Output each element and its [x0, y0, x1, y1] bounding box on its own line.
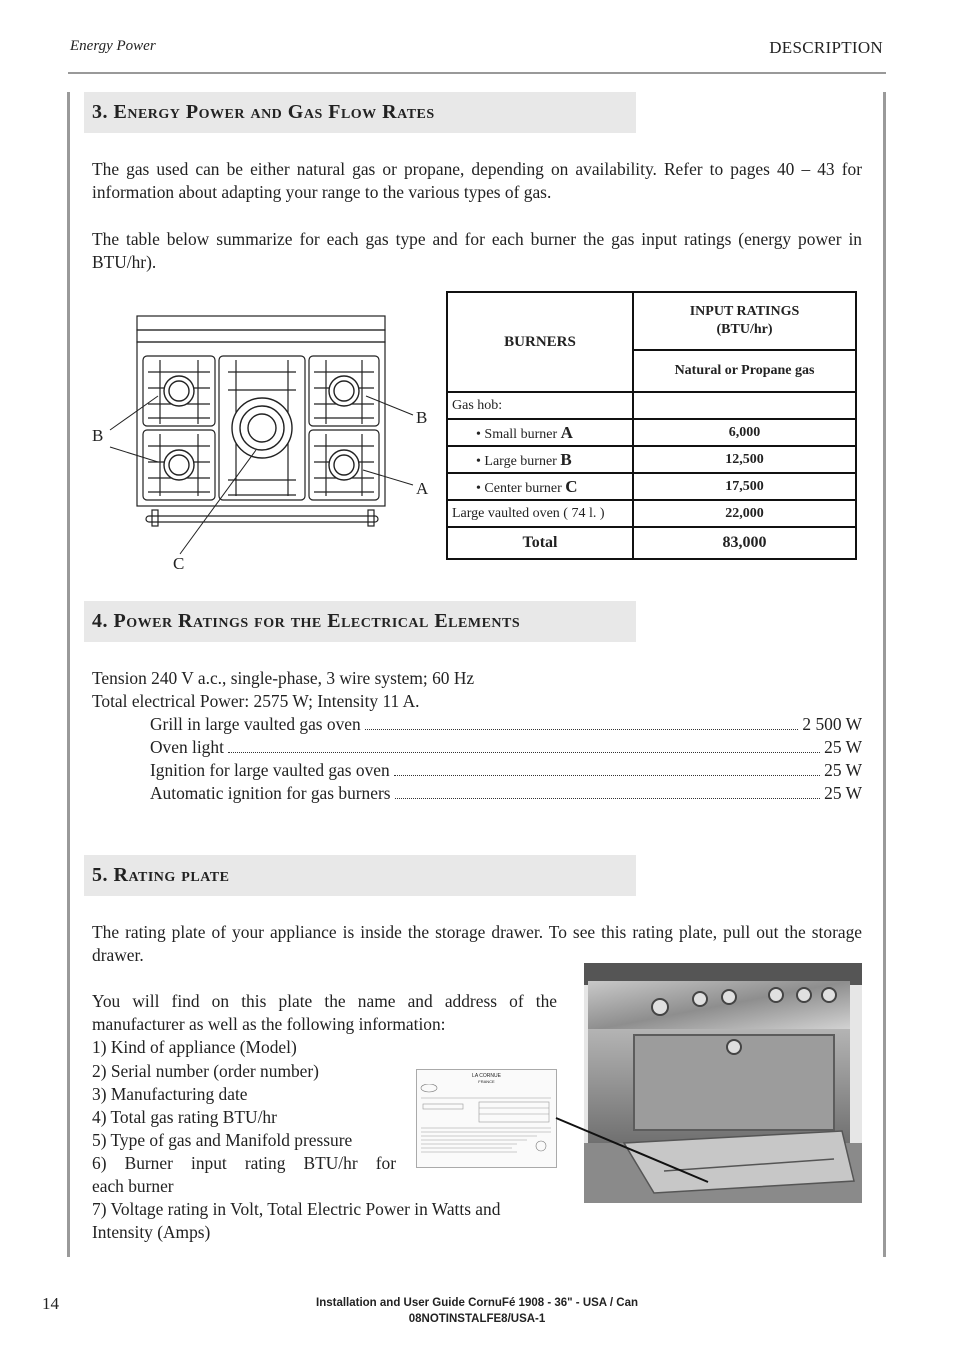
- power-item-label: Grill in large vaulted gas oven: [150, 714, 361, 734]
- rating-list-item: 2) Serial number (order number): [92, 1061, 319, 1081]
- gas-input-ratings-table: [446, 291, 857, 560]
- section-3-paragraph-2: The table below summarize for each gas type and for each burner the gas input ratings (energy power in BTU/hr).: [92, 229, 862, 272]
- input-ratings-header-line2: (BTU/hr): [716, 322, 773, 337]
- gas-type-header: Natural or Propane gas: [633, 350, 856, 392]
- table-row: [447, 500, 856, 527]
- section-5-title: 5. Rating plate: [84, 855, 636, 896]
- footer-guide-title: Installation and User Guide CornuFé 1908 - 36" - USA / Can: [316, 1297, 638, 1309]
- left-margin-rule: [67, 92, 70, 1257]
- gas-hob-label: Gas hob:: [447, 392, 633, 419]
- section-5-paragraph-2: You will find on this plate the name and address of the manufacturer as well as the following information:: [92, 991, 557, 1034]
- rating-list-item: Intensity (Amps): [92, 1222, 211, 1242]
- row-letter: B: [560, 449, 572, 469]
- power-item: [150, 736, 862, 759]
- range-top-diagram: [88, 300, 438, 585]
- row-value: 22,000: [633, 500, 856, 527]
- row-letter: A: [560, 422, 573, 442]
- section-3-title: 3. Energy Power and Gas Flow Rates: [84, 92, 636, 133]
- rating-plate-subtitle: FRANCE: [478, 1079, 495, 1084]
- row-value: 12,500: [633, 446, 856, 473]
- rating-list-item: 6) Burner input rating BTU/hr for: [92, 1153, 396, 1173]
- rating-list-item: 3) Manufacturing date: [92, 1084, 248, 1104]
- burners-header: BURNERS: [447, 292, 633, 392]
- rating-plate-lines: [417, 1084, 556, 1164]
- gas-hob-value: [633, 392, 856, 419]
- diagram-label-b-left: B: [92, 426, 104, 445]
- table-row: [447, 446, 856, 473]
- rating-list-item: 7) Voltage rating in Volt, Total Electric Power in Watts and: [92, 1199, 501, 1219]
- power-item-label: Automatic ignition for gas burners: [150, 783, 391, 803]
- running-header-section: DESCRIPTION: [769, 38, 883, 57]
- electrical-total-power: Total electrical Power: 2575 W; Intensity 11 A.: [92, 691, 420, 711]
- power-item-label: Ignition for large vaulted gas oven: [150, 760, 390, 780]
- rating-plate-image: [416, 1069, 557, 1168]
- electrical-tension: Tension 240 V a.c., single-phase, 3 wire system; 60 Hz: [92, 668, 475, 688]
- row-label: • Large burner: [476, 453, 557, 469]
- diagram-label-c: C: [173, 554, 185, 573]
- power-item-label: Oven light: [150, 737, 224, 757]
- right-margin-rule: [883, 92, 886, 1257]
- input-ratings-header-line1: INPUT RATINGS: [689, 304, 800, 319]
- rating-list-item: 1) Kind of appliance (Model): [92, 1037, 297, 1057]
- row-label: • Center burner: [476, 480, 562, 496]
- diagram-label-b-right: B: [416, 408, 428, 427]
- rating-list-item: each burner: [92, 1176, 174, 1196]
- diagram-label-a: A: [416, 479, 429, 498]
- power-item-value: 25 W: [824, 760, 862, 780]
- rating-list-item: 5) Type of gas and Manifold pressure: [92, 1130, 353, 1150]
- total-value: 83,000: [633, 527, 856, 559]
- total-label: Total: [447, 527, 633, 559]
- rating-plate-title: LA CORNUE: [472, 1073, 501, 1079]
- power-item-value: 25 W: [824, 737, 862, 757]
- power-item: [150, 759, 862, 782]
- page-number: 14: [42, 1294, 59, 1313]
- table-row: [447, 419, 856, 446]
- row-value: 17,500: [633, 473, 856, 500]
- rating-plate-pointer-line: [552, 1112, 712, 1192]
- section-4-title: 4. Power Ratings for the Electrical Elements: [84, 601, 636, 642]
- row-label: • Small burner: [476, 426, 558, 442]
- rating-list-item: 4) Total gas rating BTU/hr: [92, 1107, 277, 1127]
- table-row: [447, 473, 856, 500]
- power-item-value: 25 W: [824, 783, 862, 803]
- running-header-title: Energy Power: [70, 38, 156, 54]
- section-5-paragraph-1: The rating plate of your appliance is inside the storage drawer. To see this rating plate, pull out the storage drawer.: [92, 922, 862, 965]
- header-rule: [68, 72, 886, 74]
- row-letter: C: [565, 476, 578, 496]
- power-item: [150, 713, 862, 736]
- row-label: Large vaulted oven ( 74 l. ): [447, 500, 633, 527]
- power-item: [150, 782, 862, 805]
- power-item-value: 2 500 W: [802, 714, 862, 734]
- row-value: 6,000: [633, 419, 856, 446]
- footer-document-code: 08NOTINSTALFE8/USA-1: [408, 1313, 546, 1325]
- section-3-paragraph-1: The gas used can be either natural gas or propane, depending on availability. Refer to pages 40 – 43 for information about adapting your range to the various types of gas.: [92, 159, 862, 202]
- input-ratings-header: [633, 292, 856, 350]
